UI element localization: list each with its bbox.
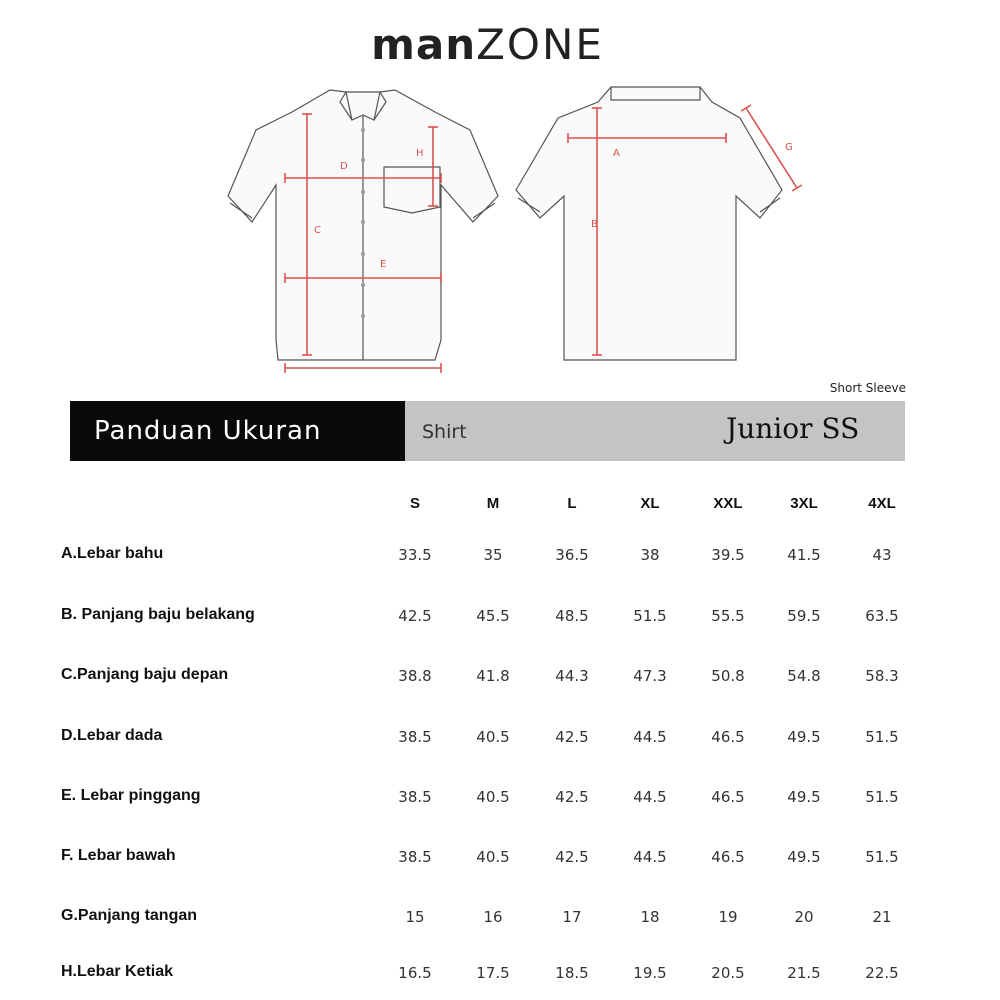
- back-shirt-illustration: [516, 87, 782, 360]
- banner-category: Shirt: [422, 421, 467, 443]
- table-cell: 18: [640, 908, 660, 926]
- table-cell: 49.5: [787, 848, 821, 866]
- table-cell: 38.8: [398, 667, 432, 685]
- row-label: B. Panjang baju belakang: [61, 606, 255, 623]
- table-cell: 55.5: [711, 607, 745, 625]
- table-cell: 58.3: [865, 667, 899, 685]
- table-cell: 42.5: [555, 728, 589, 746]
- table-cell: 42.5: [555, 788, 589, 806]
- table-cell: 41.5: [787, 546, 821, 564]
- table-cell: 44.5: [633, 848, 667, 866]
- size-header: 4XL: [868, 495, 896, 512]
- size-header: S: [409, 495, 420, 512]
- size-header: 3XL: [790, 495, 818, 512]
- table-cell: 15: [405, 908, 425, 926]
- table-cell: 19.5: [633, 964, 667, 982]
- front-label-d: D: [340, 161, 348, 172]
- table-cell: 40.5: [476, 728, 510, 746]
- table-cell: 17.5: [476, 964, 510, 982]
- table-cell: 38: [640, 546, 660, 564]
- sleeve-caption: Short Sleeve: [829, 381, 906, 395]
- size-header: M: [486, 495, 500, 512]
- table-cell: 20.5: [711, 964, 745, 982]
- table-cell: 20: [794, 908, 814, 926]
- front-label-c: C: [314, 225, 321, 236]
- table-cell: 38.5: [398, 728, 432, 746]
- size-header: L: [567, 495, 577, 512]
- table-cell: 40.5: [476, 788, 510, 806]
- table-cell: 54.8: [787, 667, 821, 685]
- table-cell: 51.5: [865, 848, 899, 866]
- front-label-e: E: [380, 259, 387, 270]
- table-cell: 44.5: [633, 728, 667, 746]
- row-label: A.Lebar bahu: [61, 545, 164, 562]
- brand-logo-bold: man: [371, 20, 477, 69]
- table-cell: 21.5: [787, 964, 821, 982]
- shirt-diagram: [0, 0, 1000, 400]
- table-cell: 46.5: [711, 728, 745, 746]
- row-label: E. Lebar pinggang: [61, 787, 201, 804]
- table-cell: 40.5: [476, 848, 510, 866]
- table-cell: 49.5: [787, 788, 821, 806]
- table-cell: 35: [483, 546, 503, 564]
- back-label-g: G: [785, 142, 793, 153]
- table-cell: 51.5: [865, 728, 899, 746]
- table-cell: 38.5: [398, 788, 432, 806]
- table-cell: 36.5: [555, 546, 589, 564]
- table-cell: 33.5: [398, 546, 432, 564]
- table-cell: 39.5: [711, 546, 745, 564]
- brand-logo-regular: ZONE: [476, 20, 604, 69]
- table-cell: 16: [483, 908, 503, 926]
- table-cell: 41.8: [476, 667, 510, 685]
- table-cell: 47.3: [633, 667, 667, 685]
- table-cell: 19: [718, 908, 738, 926]
- table-cell: 63.5: [865, 607, 899, 625]
- size-header: XXL: [713, 495, 743, 512]
- table-cell: 42.5: [398, 607, 432, 625]
- banner-series: Junior SS: [726, 412, 860, 445]
- table-cell: 46.5: [711, 788, 745, 806]
- banner-title: Panduan Ukuran: [70, 401, 405, 461]
- back-label-b: B: [591, 219, 598, 230]
- table-cell: 44.3: [555, 667, 589, 685]
- back-label-a: A: [613, 148, 620, 159]
- table-cell: 48.5: [555, 607, 589, 625]
- table-cell: 46.5: [711, 848, 745, 866]
- size-guide-banner: [70, 401, 905, 461]
- row-label: D.Lebar dada: [61, 727, 163, 744]
- table-cell: 18.5: [555, 964, 589, 982]
- row-label: H.Lebar Ketiak: [61, 963, 174, 980]
- row-label: G.Panjang tangan: [61, 907, 198, 924]
- table-cell: 51.5: [633, 607, 667, 625]
- table-cell: 16.5: [398, 964, 432, 982]
- row-label: C.Panjang baju depan: [61, 666, 229, 683]
- table-cell: 44.5: [633, 788, 667, 806]
- table-cell: 45.5: [476, 607, 510, 625]
- table-cell: 43: [872, 546, 892, 564]
- row-label: F. Lebar bawah: [61, 847, 176, 864]
- front-label-h: H: [416, 148, 424, 159]
- table-cell: 22.5: [865, 964, 899, 982]
- table-cell: 17: [562, 908, 582, 926]
- size-header: XL: [640, 495, 660, 512]
- table-cell: 38.5: [398, 848, 432, 866]
- table-cell: 51.5: [865, 788, 899, 806]
- table-cell: 49.5: [787, 728, 821, 746]
- table-cell: 59.5: [787, 607, 821, 625]
- table-cell: 42.5: [555, 848, 589, 866]
- table-cell: 21: [872, 908, 892, 926]
- table-cell: 50.8: [711, 667, 745, 685]
